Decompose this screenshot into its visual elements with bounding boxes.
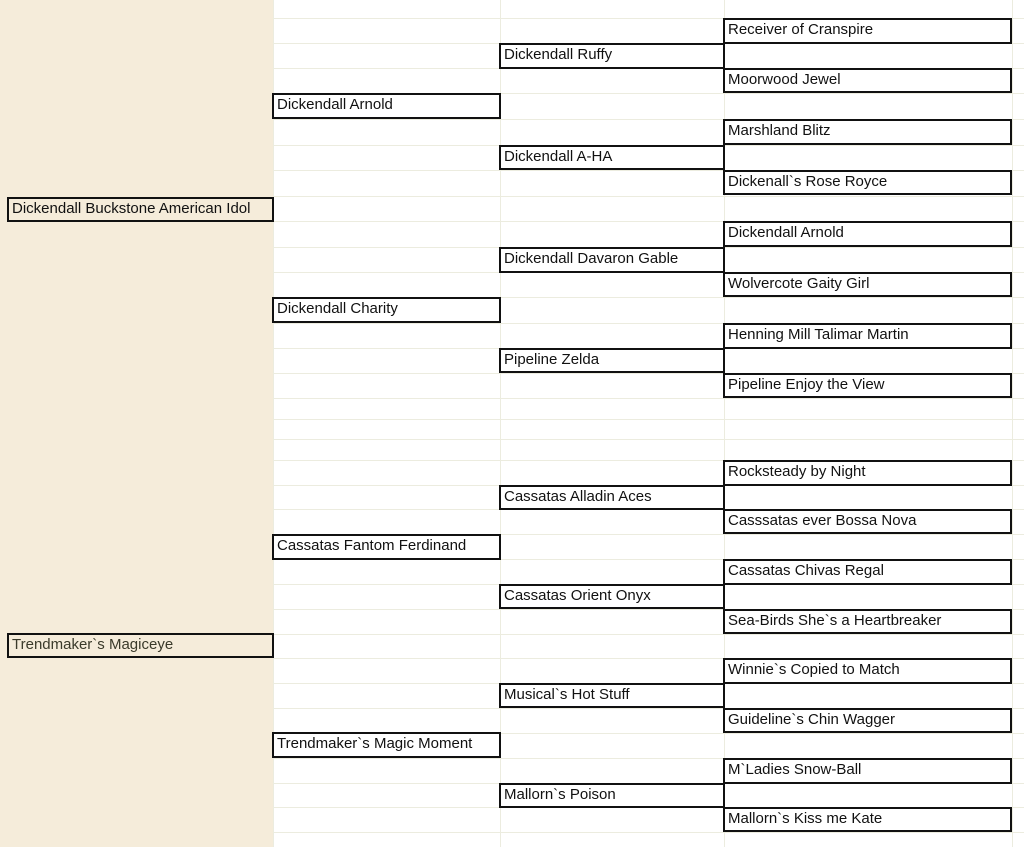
cell-sire-dam-sire[interactable]: Dickendall Davaron Gable — [499, 247, 725, 273]
gridline-row — [273, 419, 1024, 420]
parents-column-shading — [0, 0, 273, 847]
cell-sire-dam[interactable]: Dickendall Charity — [272, 297, 501, 323]
cell-sire-dam-dam[interactable]: Pipeline Zelda — [499, 348, 725, 373]
gridline-row — [273, 832, 1024, 833]
cell-dam-sire-sire[interactable]: Cassatas Alladin Aces — [499, 485, 725, 510]
cell-dam-sire[interactable]: Cassatas Fantom Ferdinand — [272, 534, 501, 560]
gridline-col — [1012, 0, 1013, 847]
cell-sire-sire-sire[interactable]: Dickendall Ruffy — [499, 43, 725, 69]
cell-gen4-8[interactable]: Pipeline Enjoy the View — [723, 373, 1012, 398]
cell-gen4-15[interactable]: M`Ladies Snow-Ball — [723, 758, 1012, 784]
gridline-row — [273, 439, 1024, 440]
cell-gen4-9[interactable]: Rocksteady by Night — [723, 460, 1012, 486]
cell-gen4-11[interactable]: Cassatas Chivas Regal — [723, 559, 1012, 585]
cell-gen4-14[interactable]: Guideline`s Chin Wagger — [723, 708, 1012, 733]
gridline-row — [273, 634, 1024, 635]
gridline-row — [273, 196, 1024, 197]
gridline-col — [500, 0, 501, 847]
cell-gen4-2[interactable]: Moorwood Jewel — [723, 68, 1012, 93]
cell-sire-sire-dam[interactable]: Dickendall A-HA — [499, 145, 725, 170]
cell-dam-dam[interactable]: Trendmaker`s Magic Moment — [272, 732, 501, 758]
gridline-col — [273, 0, 274, 847]
cell-gen4-7[interactable]: Henning Mill Talimar Martin — [723, 323, 1012, 349]
cell-dam-sire-dam[interactable]: Cassatas Orient Onyx — [499, 584, 725, 609]
cell-dam-dam-sire[interactable]: Musical`s Hot Stuff — [499, 683, 725, 708]
cell-gen4-16[interactable]: Mallorn`s Kiss me Kate — [723, 807, 1012, 832]
cell-dam-dam-dam[interactable]: Mallorn`s Poison — [499, 783, 725, 808]
cell-sire[interactable]: Dickendall Buckstone American Idol — [7, 197, 274, 222]
cell-gen4-6[interactable]: Wolvercote Gaity Girl — [723, 272, 1012, 297]
cell-gen4-3[interactable]: Marshland Blitz — [723, 119, 1012, 145]
gridline-row — [273, 398, 1024, 399]
cell-gen4-10[interactable]: Casssatas ever Bossa Nova — [723, 509, 1012, 534]
cell-gen4-4[interactable]: Dickenall`s Rose Royce — [723, 170, 1012, 195]
cell-sire-sire[interactable]: Dickendall Arnold — [272, 93, 501, 119]
cell-gen4-5[interactable]: Dickendall Arnold — [723, 221, 1012, 247]
cell-gen4-13[interactable]: Winnie`s Copied to Match — [723, 658, 1012, 684]
cell-dam[interactable]: Trendmaker`s Magiceye — [7, 633, 274, 658]
cell-gen4-1[interactable]: Receiver of Cranspire — [723, 18, 1012, 44]
cell-gen4-12[interactable]: Sea-Birds She`s a Heartbreaker — [723, 609, 1012, 634]
